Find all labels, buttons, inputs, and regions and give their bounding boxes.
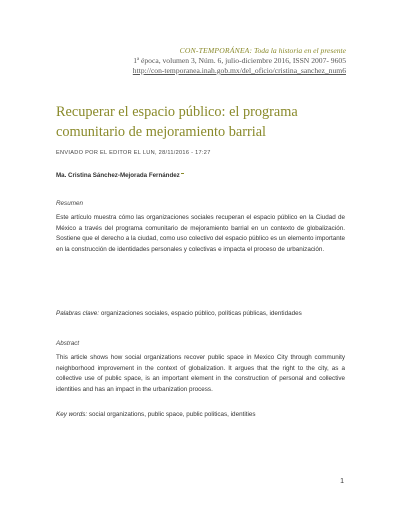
abstract-heading: Abstract [56, 340, 80, 347]
page-number: 1 [340, 478, 344, 485]
submission-info: ENVIADO POR EL EDITOR EL LUN, 28/11/2016 - 17:27 [56, 150, 211, 156]
journal-name-line: CON-TEMPORÁNEA: Toda la historia en el presente [179, 46, 346, 55]
journal-url-link[interactable]: http://con-temporanea.inah.gob.mx/del_oficio/cristina_sanchez_num6 [132, 66, 346, 75]
resumen-heading: Resumen [56, 200, 83, 207]
footnote-marker[interactable] [181, 172, 184, 174]
author-name [56, 172, 184, 179]
resumen-text: Este artículo muestra cómo las organizaciones sociales recuperan el espacio público en la Ciudad de México a través del programa comunitario de mejoramiento barrial en un contexto de globalización. Sostiene que el derecho a la ciudad, como uso colectivo del espacio público es un elemento importante en la construcción de identidades personales y colectivas e impacta el proceso de urbanización. [56, 214, 345, 253]
journal-issue: 1ª época, volumen 3, Núm. 6, julio-diciembre 2016, ISSN 2007- 9605 [133, 56, 346, 65]
palabras-clave-label: Palabras clave: [56, 310, 100, 317]
journal-header [133, 46, 346, 76]
palabras-clave-text: organizaciones sociales, espacio público, políticas públicas, identidades [100, 310, 302, 317]
palabras-clave [56, 310, 302, 317]
journal-title: CON-TEMPORÁNEA [179, 46, 250, 55]
keywords-text: social organizations, public space, public politicas, identities [88, 411, 256, 418]
author-name-text: Ma. Cristina Sánchez-Mejorada Fernández [56, 172, 180, 180]
journal-tagline: Toda la historia en el presente [253, 46, 346, 55]
article-title: Recuperar el espacio público: el programa comunitario de mejoramiento barrial [56, 104, 298, 140]
abstract-text: This article shows how social organizations recover public space in Mexico City through community neighborhood improvement in the context of globalization. It argues that the right to the city, as a collective use of public space, is an important element in the construction of personal and collective identities and has an impact in the urbanization process. [56, 354, 345, 393]
keywords [56, 411, 256, 418]
keywords-label: Key words: [56, 411, 88, 418]
